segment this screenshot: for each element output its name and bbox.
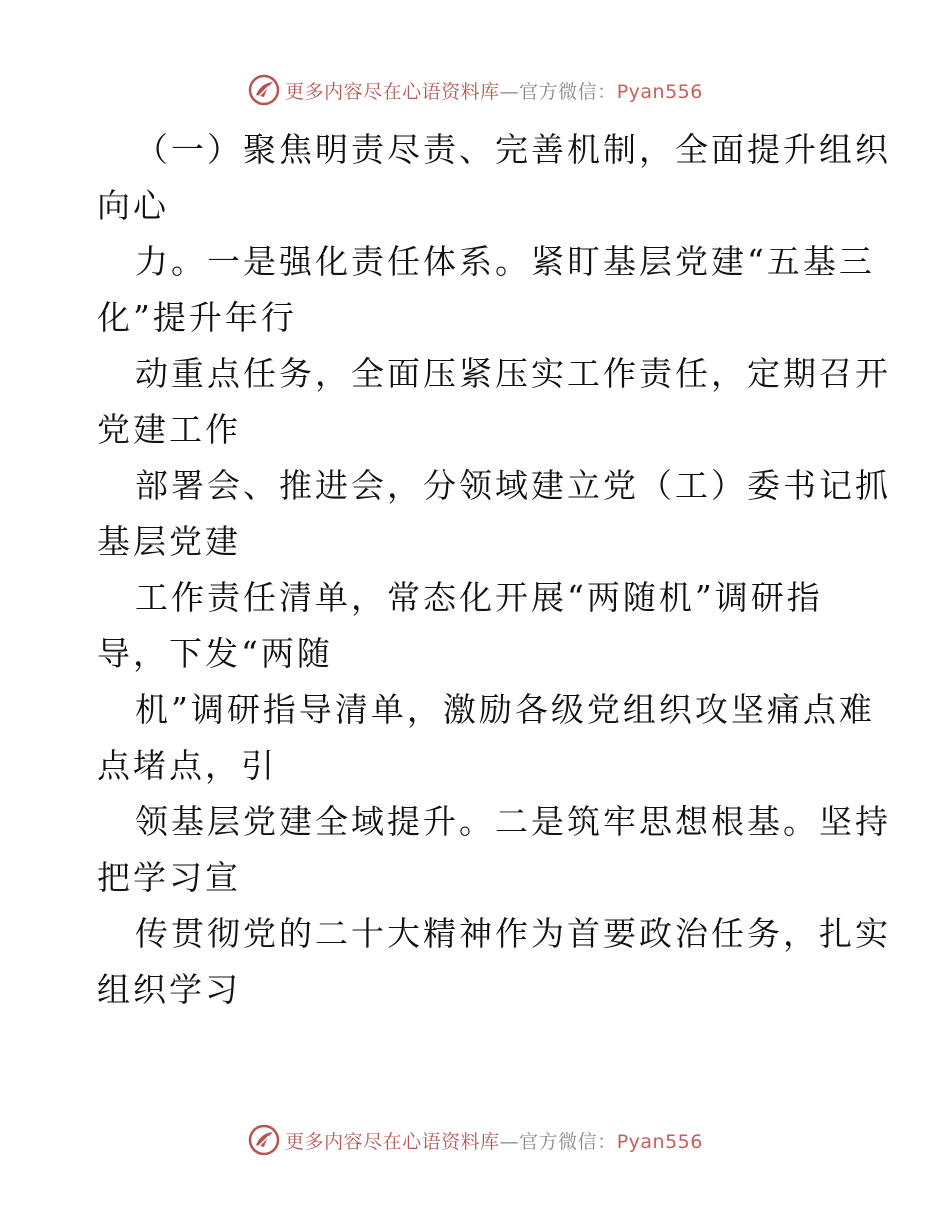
text-line: 基层党建 <box>97 522 241 561</box>
wechat-label: 官方微信： <box>519 1130 617 1153</box>
wechat-label: 官方微信： <box>519 80 617 103</box>
text-line: 党建工作 <box>97 410 241 449</box>
text-line: 导，下发“两随 <box>97 634 333 673</box>
text-line: 点堵点，引 <box>97 746 277 785</box>
text-line: 向心 <box>97 186 169 225</box>
text-line: 机”调研指导清单，激励各级党组织攻坚痛点难 <box>135 690 875 729</box>
footer-banner <box>0 1120 950 1160</box>
text-line: 传贯彻党的二十大精神作为首要政治任务，扎实 <box>135 914 891 953</box>
banner-separator: — <box>499 1130 520 1153</box>
logo-icon <box>247 1123 281 1157</box>
document-body <box>97 122 891 1018</box>
text-line: 部署会、推进会，分领域建立党（工）委书记抓 <box>135 466 891 505</box>
text-line: 工作责任清单，常态化开展“两随机”调研指 <box>135 578 823 617</box>
text-line: 组织学习 <box>97 970 241 1009</box>
text-line: 力。一是强化责任体系。紧盯基层党建“五基三 <box>135 242 875 281</box>
text-line: 把学习宣 <box>97 858 241 897</box>
text-line: （一）聚焦明责尽责、完善机制，全面提升组织 <box>135 130 891 169</box>
text-line: 动重点任务，全面压紧压实工作责任，定期召开 <box>135 354 891 393</box>
text-line: 领基层党建全域提升。二是筑牢思想根基。坚持 <box>135 802 891 841</box>
banner-separator: — <box>499 80 520 103</box>
logo-icon <box>247 73 281 107</box>
text-line: 化”提升年行 <box>97 298 297 337</box>
wechat-id: Pyan556 <box>616 80 703 103</box>
site-name: 更多内容尽在心语资料库 <box>285 1130 500 1153</box>
wechat-id: Pyan556 <box>616 1130 703 1153</box>
site-name: 更多内容尽在心语资料库 <box>285 80 500 103</box>
header-banner <box>0 70 950 110</box>
